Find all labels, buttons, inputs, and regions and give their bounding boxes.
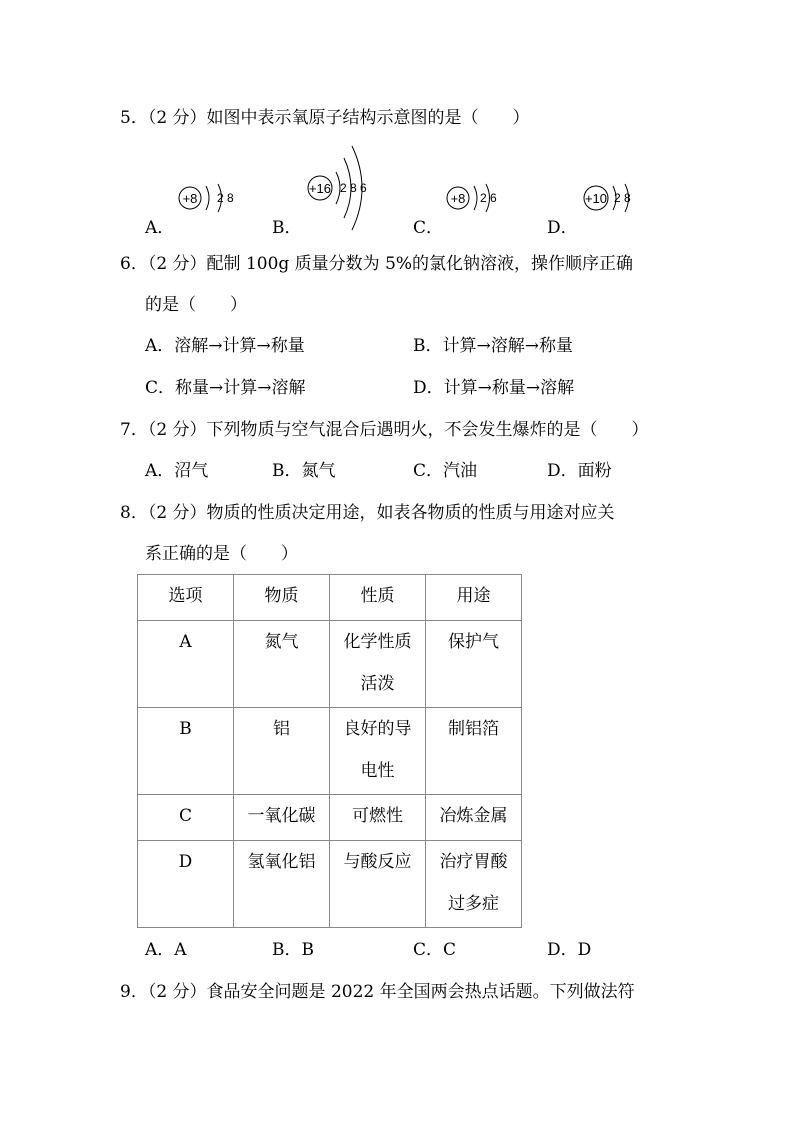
atom-diagram-a — [170, 176, 245, 220]
q7-option-d[interactable]: D．面粉 — [547, 461, 612, 481]
q8-option-b[interactable]: B．B — [272, 940, 314, 960]
table-row — [138, 795, 522, 841]
table-cell-option: D — [138, 841, 234, 928]
property-line: 电性 — [360, 761, 395, 781]
table-row — [138, 621, 522, 708]
table-cell-property: 可燃性 — [330, 795, 426, 841]
table-cell-property — [330, 621, 426, 708]
q5-stem: 5．（2 分）如图中表示氧原子结构示意图的是（ ） — [120, 108, 530, 128]
table-header-cell: 用途 — [426, 575, 522, 621]
table-cell-option: C — [138, 795, 234, 841]
table-cell-use: 制铝箔 — [426, 708, 522, 795]
property-line: 化学性质 — [343, 632, 412, 652]
table-cell-substance: 氢氧化铝 — [234, 841, 330, 928]
table-cell-substance: 一氧化碳 — [234, 795, 330, 841]
q9-stem-line1: 9．（2 分）食品安全问题是 2022 年全国两会热点话题。下列做法符 — [120, 982, 635, 1002]
atom-diagram-d — [576, 176, 656, 220]
q7-stem: 7．（2 分）下列物质与空气混合后遇明火，不会发生爆炸的是（ ） — [120, 420, 649, 440]
atom-diagram-c — [440, 176, 510, 220]
q7-option-a[interactable]: A．沼气 — [145, 461, 209, 481]
q8-stem-line1: 8．（2 分）物质的性质决定用途，如表各物质的性质与用途对应关 — [120, 503, 615, 523]
q8-stem-line2: 系正确的是（ ） — [145, 544, 298, 564]
table-cell-property: 与酸反应 — [330, 841, 426, 928]
q8-option-a[interactable]: A．A — [145, 940, 187, 960]
q6-option-d[interactable]: D．计算→称量→溶解 — [413, 378, 575, 398]
svg-text:2 8 6: 2 8 6 — [340, 181, 367, 195]
table-header-cell: 性质 — [330, 575, 426, 621]
q6-stem-line2: 的是（ ） — [145, 295, 247, 315]
svg-text:+8: +8 — [450, 191, 466, 206]
table-cell-option: B — [138, 708, 234, 795]
svg-text:+10: +10 — [584, 191, 608, 206]
q5-option-c-label[interactable]: C． — [413, 218, 444, 238]
q7-option-c[interactable]: C．汽油 — [413, 461, 478, 481]
q8-option-d[interactable]: D．D — [547, 940, 592, 960]
table-header-cell: 物质 — [234, 575, 330, 621]
table-cell-option: A — [138, 621, 234, 708]
property-line: 活泼 — [360, 674, 395, 694]
q5-option-a-label[interactable]: A． — [145, 218, 175, 238]
svg-text:+16: +16 — [308, 181, 332, 196]
q8-option-c[interactable]: C．C — [413, 940, 457, 960]
svg-text:2 8: 2 8 — [217, 191, 234, 205]
q6-option-c[interactable]: C．称量→计算→溶解 — [145, 378, 306, 398]
q6-option-b[interactable]: B．计算→溶解→称量 — [413, 336, 573, 356]
table-header-cell: 选项 — [138, 575, 234, 621]
q5-option-d-label[interactable]: D． — [547, 218, 578, 238]
atom-diagram-b — [300, 142, 390, 234]
q8-table — [137, 574, 522, 928]
q5-option-b-label[interactable]: B． — [272, 218, 302, 238]
table-row — [138, 841, 522, 928]
table-cell-substance: 铝 — [234, 708, 330, 795]
table-header-row — [138, 575, 522, 621]
table-cell-use: 保护气 — [426, 621, 522, 708]
svg-text:+8: +8 — [182, 191, 198, 206]
q6-option-a[interactable]: A．溶解→计算→称量 — [145, 336, 305, 356]
use-line: 治疗胃酸 — [439, 852, 508, 872]
q7-option-b[interactable]: B．氮气 — [272, 461, 336, 481]
svg-text:2 8: 2 8 — [614, 191, 631, 205]
svg-text:2 6: 2 6 — [480, 191, 497, 205]
table-cell-use: 冶炼金属 — [426, 795, 522, 841]
table-cell-property — [330, 708, 426, 795]
property-line: 良好的导 — [343, 719, 412, 739]
use-line: 过多症 — [448, 894, 499, 914]
table-cell-substance: 氮气 — [234, 621, 330, 708]
q6-stem-line1: 6．（2 分）配制 100g 质量分数为 5%的氯化钠溶液，操作顺序正确 — [120, 254, 634, 274]
table-cell-use — [426, 841, 522, 928]
table-row — [138, 708, 522, 795]
